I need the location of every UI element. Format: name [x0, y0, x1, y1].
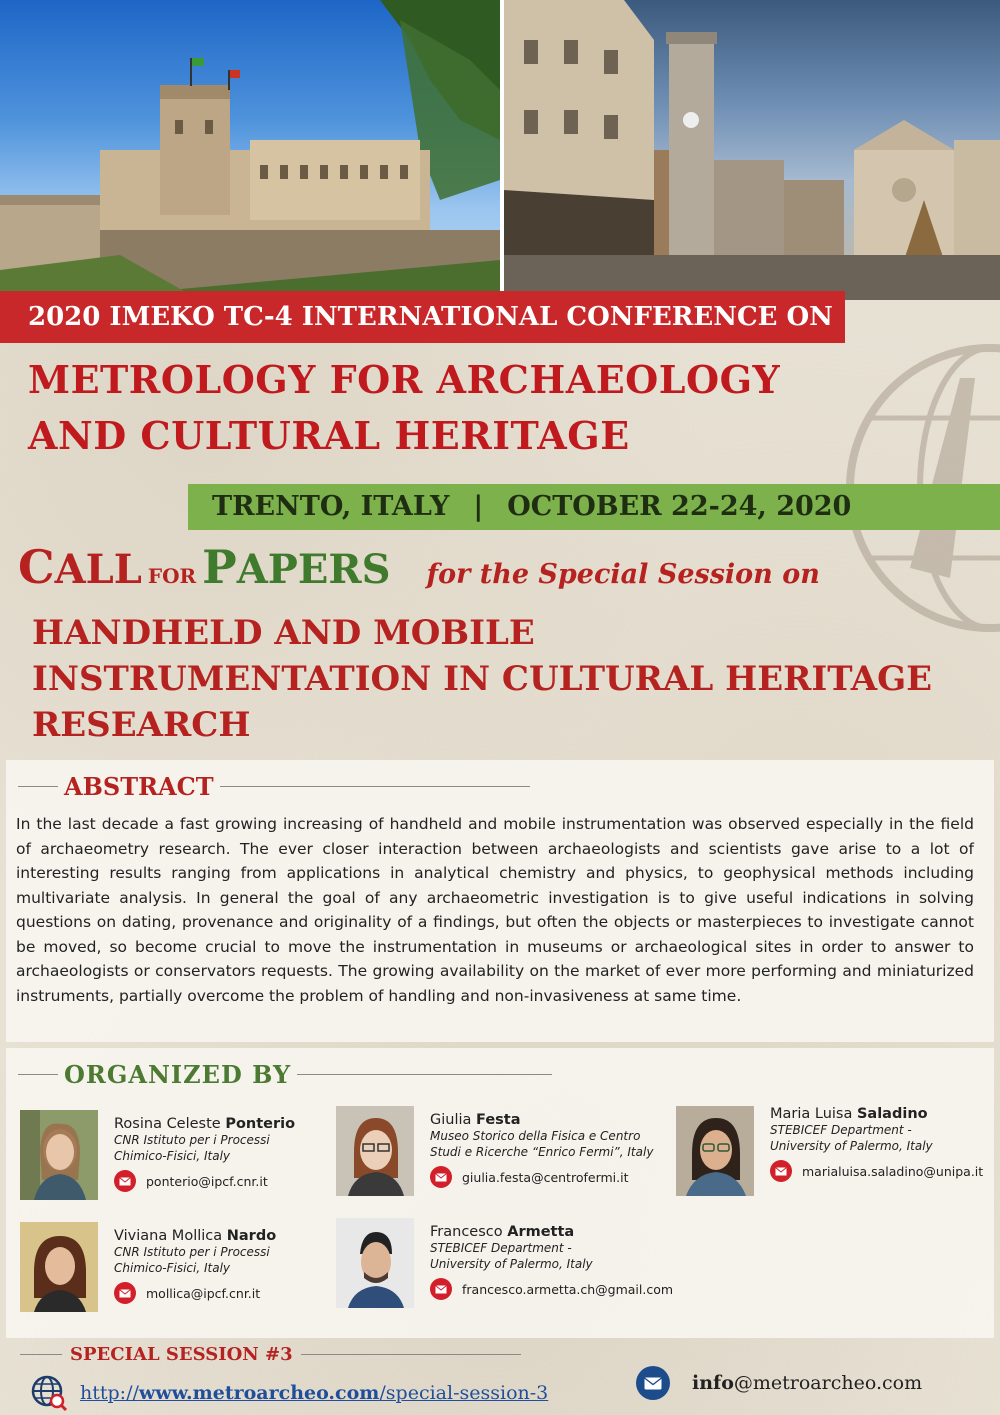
- mail-icon: [770, 1160, 792, 1182]
- organizer-name: Giulia Festa: [430, 1112, 521, 1128]
- organizer-info: [114, 1228, 364, 1304]
- mail-icon: [114, 1170, 136, 1192]
- email-row: [430, 1278, 680, 1300]
- organizers-heading: [18, 1060, 552, 1089]
- header-photos: [0, 0, 1000, 300]
- avatar: [336, 1106, 414, 1196]
- globe-icon: [30, 1374, 68, 1412]
- location-date-banner: [188, 484, 1000, 530]
- organizer-email[interactable]: francesco.armetta.ch@gmail.com: [462, 1281, 674, 1297]
- organizer-affiliation: Chimico-Fisici, Italy: [114, 1261, 231, 1275]
- organizer-name: Maria Luisa Saladino: [770, 1106, 928, 1122]
- location: TRENTO, ITALY: [212, 491, 450, 522]
- organizers-panel: [6, 1048, 994, 1338]
- call-word: CALL: [18, 540, 142, 594]
- special-session-label: SPECIAL SESSION #3: [70, 1344, 293, 1365]
- organizer-affiliation: University of Palermo, Italy: [430, 1257, 593, 1271]
- session-intro: for the Special Session on: [426, 559, 820, 590]
- organizers-label: ORGANIZED BY: [64, 1060, 292, 1089]
- castle-photo: [0, 0, 500, 300]
- organizer-affiliation: STEBICEF Department -: [430, 1241, 572, 1255]
- title-line-1: METROLOGY FOR ARCHAEOLOGY: [28, 357, 781, 402]
- website-row: [30, 1374, 548, 1412]
- title-line-2: AND CULTURAL HERITAGE: [28, 413, 630, 458]
- organizer-affiliation: CNR Istituto per i Processi: [114, 1133, 270, 1147]
- organizer-info: [430, 1112, 680, 1188]
- mail-icon: [430, 1166, 452, 1188]
- for-word: FOR: [147, 564, 197, 588]
- organizer-affiliation: Museo Storico della Fisica e Centro: [430, 1129, 641, 1143]
- heading-rule: [220, 786, 530, 787]
- email-row: [430, 1166, 680, 1188]
- special-session-heading: [20, 1344, 521, 1365]
- organizer-affiliation: STEBICEF Department -: [770, 1123, 912, 1137]
- organizer-name: Francesco Armetta: [430, 1224, 575, 1240]
- abstract-label: ABSTRACT: [64, 772, 214, 801]
- heading-rule: [18, 786, 58, 787]
- heading-rule: [18, 1074, 58, 1075]
- organizer-email[interactable]: giulia.festa@centrofermi.it: [462, 1169, 629, 1185]
- separator: |: [473, 491, 484, 522]
- organizer-affiliation: Chimico-Fisici, Italy: [114, 1149, 231, 1163]
- avatar: [20, 1110, 98, 1200]
- organizer-affiliation: CNR Istituto per i Processi: [114, 1245, 270, 1259]
- organizer-email[interactable]: ponterio@ipcf.cnr.it: [146, 1173, 268, 1189]
- mail-icon: [114, 1282, 136, 1304]
- papers-word: PAPERS: [202, 540, 391, 594]
- heading-rule: [20, 1354, 62, 1355]
- trento-square-photo: [504, 0, 1000, 300]
- organizer-info: [770, 1106, 1000, 1182]
- heading-rule: [301, 1354, 521, 1355]
- email-row: [770, 1160, 1000, 1182]
- conference-banner: 2020 IMEKO TC-4 INTERNATIONAL CONFERENCE ON: [0, 291, 845, 343]
- abstract-heading: [18, 772, 530, 801]
- organizer-info: [430, 1224, 680, 1300]
- contact-email[interactable]: info@metroarcheo.com: [692, 1372, 923, 1394]
- envelope-icon: [636, 1366, 670, 1400]
- special-session-title: HANDHELD AND MOBILE INSTRUMENTATION IN CULTURAL HERITAGE RESEARCH: [32, 613, 933, 745]
- avatar: [20, 1222, 98, 1312]
- mail-icon: [430, 1278, 452, 1300]
- organizer-name: Rosina Celeste Ponterio: [114, 1116, 296, 1132]
- organizer-info: [114, 1116, 364, 1192]
- organizer-affiliation: Studi e Ricerche “Enrico Fermi”, Italy: [430, 1145, 654, 1159]
- session-url[interactable]: http://www.metroarcheo.com/special-session-3: [80, 1382, 549, 1404]
- avatar: [336, 1218, 414, 1308]
- conference-dates: OCTOBER 22-24, 2020: [507, 491, 852, 522]
- organizer-email[interactable]: marialuisa.saladino@unipa.it: [802, 1163, 984, 1179]
- email-row: [114, 1170, 364, 1192]
- organizer-email[interactable]: mollica@ipcf.cnr.it: [146, 1285, 261, 1301]
- avatar: [676, 1106, 754, 1196]
- call-for-papers-heading: [18, 540, 820, 594]
- abstract-text: In the last decade a fast growing increasing of handheld and mobile instrumentation was observed especially in the field of archaeometry research. The ever closer interaction between archaeologists and scientists gave arise to a lot of interesting results ranging from applications in analytical chemistry and physics, to geophysical methods including multivariate analysis. In general the goal of any archaeometric investigation is to give useful indications in solving questions on dating, provenance and originality of a findings, but often the objects or masterpieces to investigate cannot be moved, so become crucial to move the instrumentation in museums or archaeological sites in order to answer to archaeologists or conservators requests. The growing availability on the market of ever more performing and miniaturized instruments, partially overcome the problem of handling and non-invasiveness at same time.: [16, 815, 974, 1005]
- email-row: [114, 1282, 364, 1304]
- contact-email-row: [636, 1366, 922, 1400]
- abstract-panel: [6, 760, 994, 1042]
- organizer-affiliation: University of Palermo, Italy: [770, 1139, 933, 1153]
- organizer-name: Viviana Mollica Nardo: [114, 1228, 277, 1244]
- heading-rule: [297, 1074, 552, 1075]
- conference-title: [28, 352, 928, 464]
